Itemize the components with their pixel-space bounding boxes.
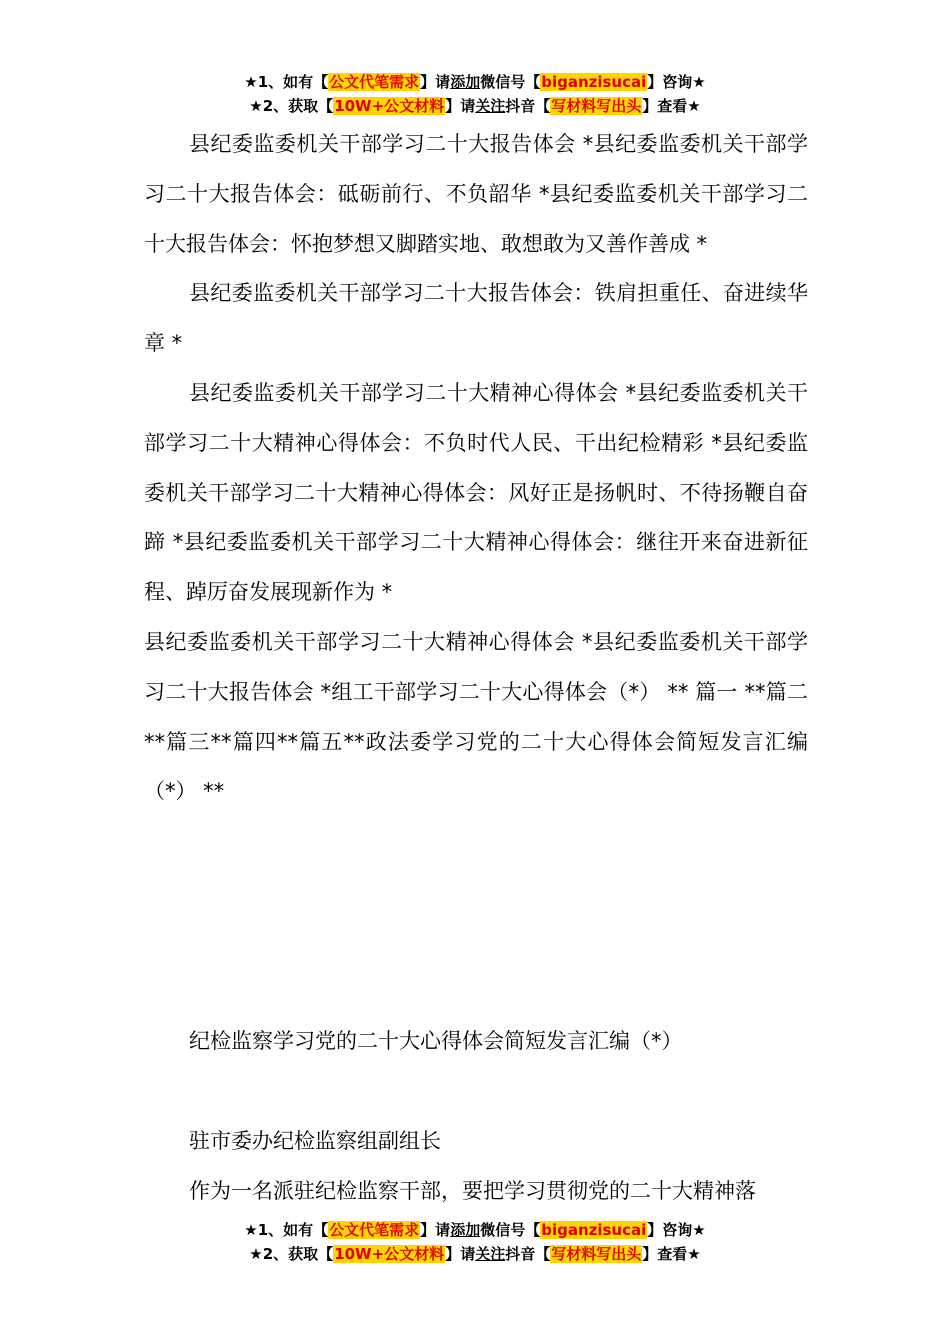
toc-paragraph-4: 县纪委监委机关干部学习二十大精神心得体会 *县纪委监委机关干部学习二十大报告体会 *组工干部学习二十大心得体会（*） ** 篇一 **篇二**篇三**篇四**篇五**政法委学习党的二十大心得体会简短发言汇编（*） **: [144, 629, 808, 804]
toc-block: [144, 120, 808, 817]
article-first-line: 作为一名派驻纪检监察干部，要把学习贯彻党的二十大精神落: [189, 1179, 756, 1203]
promo-line-1: ★1、如有【公文代笔需求】请添加微信号【biganzisucai】咨询★: [244, 1221, 706, 1239]
highlight-douyin-id: 写材料写出头: [551, 1245, 642, 1263]
article-title: 纪检监察学习党的二十大心得体会简短发言汇编（*）: [189, 1029, 683, 1053]
promo-banner-bottom: [0, 1218, 950, 1266]
highlight-service: 公文代笔需求: [329, 1221, 420, 1239]
toc-paragraph-3: 县纪委监委机关干部学习二十大精神心得体会 *县纪委监委机关干部学习二十大精神心得体会：不负时代人民、干出纪检精彩 *县纪委监委机关干部学习二十大精神心得体会：风好正是扬帆时、不待扬鞭自奋蹄 *县纪委监委机关干部学习二十大精神心得体会：继往开来奋进新征程、踔厉奋发展现新作为 *: [144, 380, 808, 605]
promo-line-2: ★2、获取【10W+公文材料】请关注抖音【写材料写出头】查看★: [249, 97, 701, 115]
toc-paragraph-1: 县纪委监委机关干部学习二十大报告体会 *县纪委监委机关干部学习二十大报告体会：砥砺前行、不负韶华 *县纪委监委机关干部学习二十大报告体会：怀抱梦想又脚踏实地、敢想敢为又善作善成 *: [144, 132, 808, 256]
promo-banner-top: [0, 70, 950, 118]
highlight-wechat-id: biganzisucai: [541, 73, 647, 91]
highlight-materials: 10W+公文材料: [334, 1245, 445, 1263]
highlight-douyin-id: 写材料写出头: [551, 97, 642, 115]
toc-paragraph-2: 县纪委监委机关干部学习二十大报告体会：铁肩担重任、奋进续华章 *: [144, 281, 808, 356]
article-author: 驻市委办纪检监察组副组长: [189, 1129, 441, 1153]
highlight-materials: 10W+公文材料: [334, 97, 445, 115]
highlight-wechat-id: biganzisucai: [541, 1221, 647, 1239]
promo-line-2: ★2、获取【10W+公文材料】请关注抖音【写材料写出头】查看★: [249, 1245, 701, 1263]
highlight-service: 公文代笔需求: [329, 73, 420, 91]
promo-line-1: ★1、如有【公文代笔需求】请添加微信号【biganzisucai】咨询★: [244, 73, 706, 91]
